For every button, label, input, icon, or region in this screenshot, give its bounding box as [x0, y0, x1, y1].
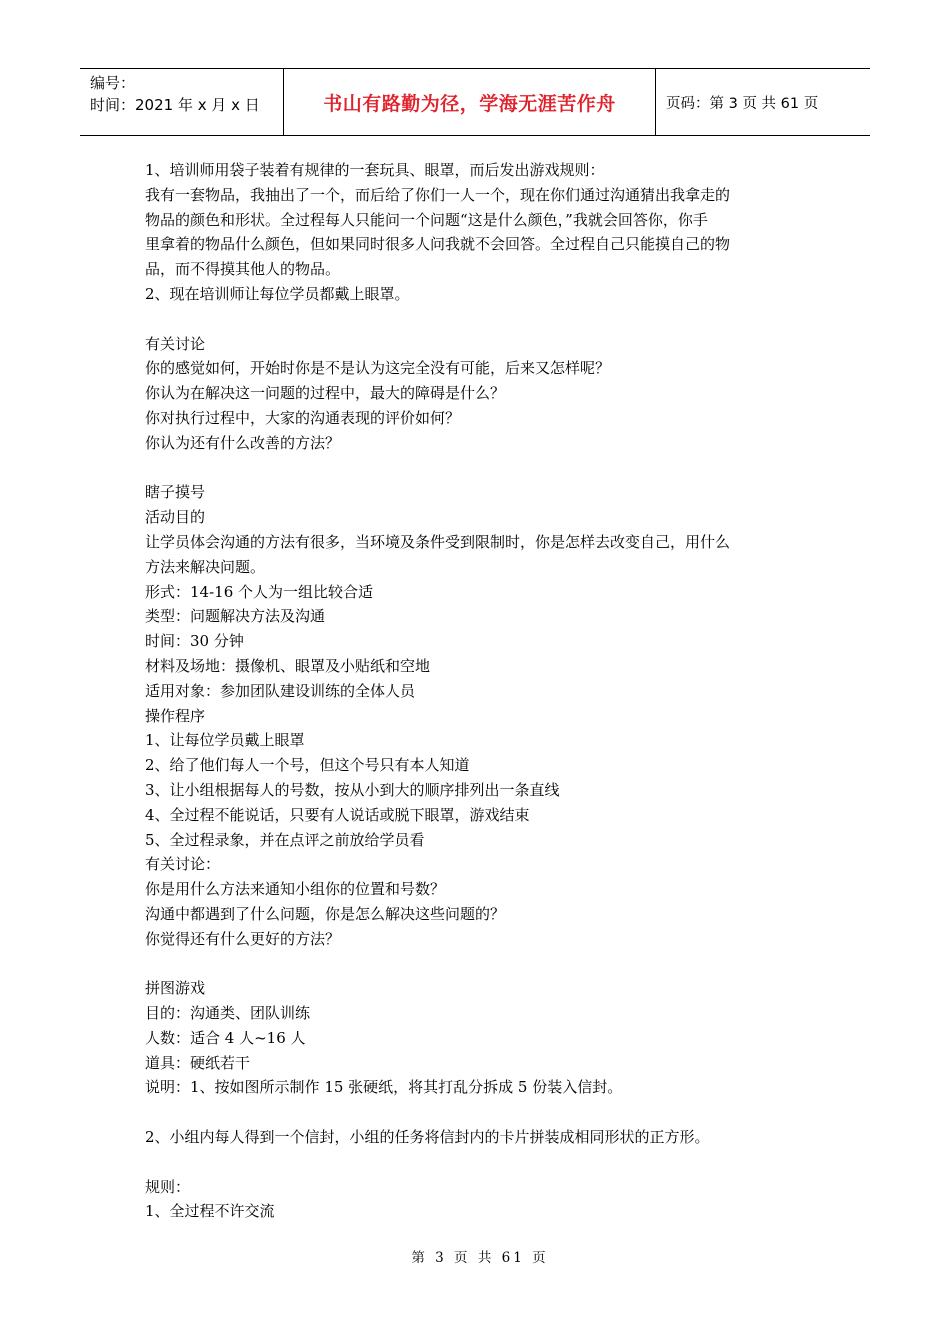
text-line: 适用对象：参加团队建设训练的全体人员: [145, 681, 416, 700]
text-line: 我有一套物品，我抽出了一个，而后给了你们一人一个，现在你们通过沟通猜出我拿走的: [145, 185, 731, 204]
blank-line: [145, 456, 825, 481]
text-line: 说明：1、按如图所示制作 15 张硬纸，将其打乱分拆成 5 份装入信封。: [145, 1078, 623, 1097]
text-line: 人数：适合 4 人~16 人: [145, 1028, 306, 1047]
text-line: 让学员体会沟通的方法有很多，当环境及条件受到限制时，你是怎样去改变自己，用什么: [145, 532, 731, 551]
text-line: 1、培训师用袋子装着有规律的一套玩具、眼罩，而后发出游戏规则：: [145, 161, 605, 179]
text-line: 瞎子摸号: [145, 483, 206, 502]
text-line: 活动目的: [145, 508, 206, 527]
blank-line: [145, 1100, 825, 1125]
header-meta: [80, 69, 283, 135]
text-line: 类型：问题解决方法及沟通: [145, 607, 326, 626]
text-line: 规则：: [145, 1177, 191, 1196]
text-line: 2、小组内每人得到一个信封，小组的任务将信封内的卡片拼装成相同形状的正方形。: [145, 1128, 710, 1147]
text-line: 目的：沟通类、团队训练: [145, 1004, 311, 1023]
blank-line: [145, 1150, 825, 1175]
text-line: 沟通中都遇到了什么问题，你是怎么解决这些问题的？: [145, 904, 506, 923]
text-line: 5、全过程录象，并在点评之前放给学员看: [145, 830, 425, 849]
text-line: 方法来解决问题。: [145, 557, 266, 576]
text-line: 你对执行过程中，大家的沟通表现的评价如何？: [145, 408, 461, 427]
text-line: 道具：硬纸若干: [145, 1053, 251, 1072]
text-line: 你认为在解决这一问题的过程中，最大的障碍是什么？: [145, 384, 506, 403]
text-line: 4、全过程不能说话，只要有人说话或脱下眼罩，游戏结束: [145, 805, 530, 824]
text-line: 形式：14-16 个人为一组比较合适: [145, 582, 374, 601]
blank-line: [145, 307, 825, 332]
number-label: 编号：: [90, 74, 136, 92]
text-line: 拼图游戏: [145, 979, 206, 998]
text-line: 1、让每位学员戴上眼罩: [145, 731, 305, 750]
text-line: 品，而不得摸其他人的物品。: [145, 260, 341, 279]
text-line: 你是用什么方法来通知小组你的位置和号数？: [145, 880, 446, 899]
document-header: [80, 68, 870, 136]
text-line: 有关讨论: [145, 334, 206, 353]
text-line: 2、现在培训师让每位学员都戴上眼罩。: [145, 284, 410, 303]
text-line: 2、给了他们每人一个号，但这个号只有本人知道: [145, 756, 470, 775]
text-line: 有关讨论：: [145, 855, 221, 874]
text-line: 你的感觉如何，开始时你是不是认为这完全没有可能，后来又怎样呢？: [145, 359, 611, 378]
time-label: 时间：2021 年 x 月 x 日: [90, 96, 260, 114]
text-line: 操作程序: [145, 706, 206, 725]
text-line: 物品的颜色和形状。全过程每人只能问一个问题“这是什么颜色，”我就会回答你，你手: [145, 210, 708, 229]
text-line: 材料及场地：摄像机、眼罩及小贴纸和空地: [145, 656, 431, 675]
text-line: 3、让小组根据每人的号数，按从小到大的顺序排列出一条直线: [145, 780, 560, 799]
text-line: 1、全过程不许交流: [145, 1202, 275, 1221]
header-page-info: 页码：第 3 页 共 61 页: [666, 95, 819, 112]
text-line: 你觉得还有什么更好的方法？: [145, 929, 341, 948]
text-line: 时间：30 分钟: [145, 632, 244, 651]
text-line: 你认为还有什么改善的方法？: [145, 433, 341, 452]
document-body: [145, 158, 825, 1224]
page-footer: 第 3 页 共 61 页: [411, 1250, 549, 1266]
header-motto: 书山有路勤为径，学海无涯苦作舟: [283, 69, 656, 135]
blank-line: [145, 952, 825, 977]
text-line: 里拿着的物品什么颜色，但如果同时很多人问我就不会回答。全过程自己只能摸自己的物: [145, 235, 731, 254]
